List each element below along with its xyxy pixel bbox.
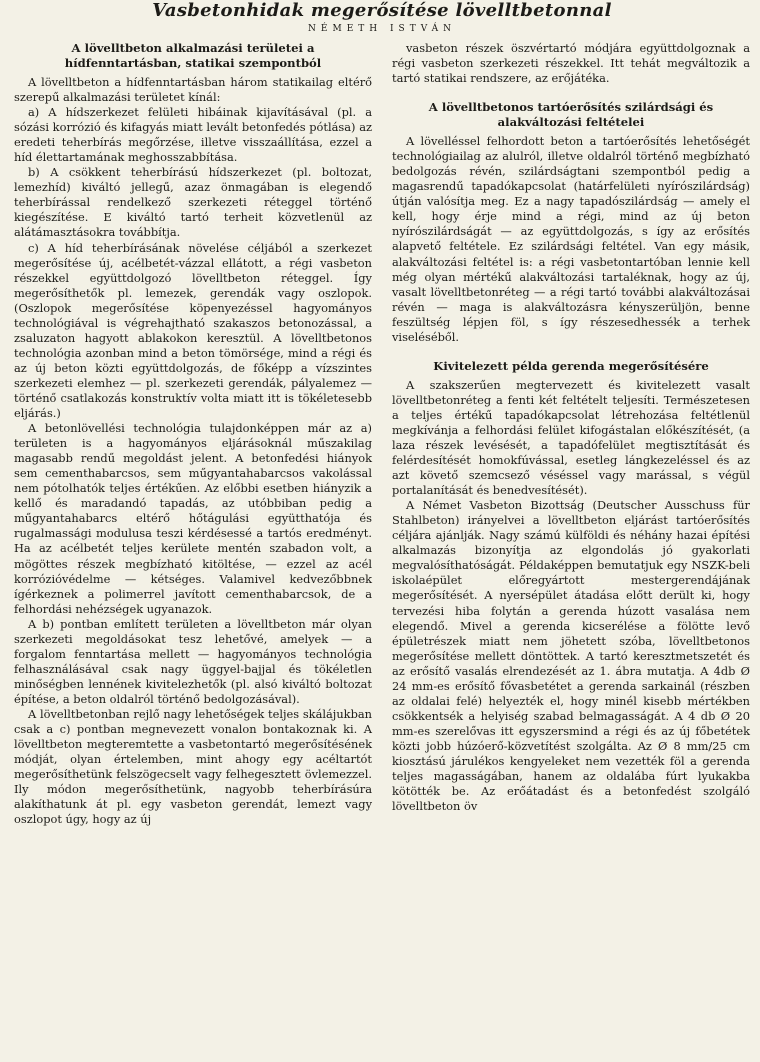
two-column-body	[14, 41, 750, 827]
paragraph: c) A híd teherbírásának növelése céljából a szerkezet megerősítése új, acélbetét-vázzal ellátott, a régi vasbeton részekkel együttdolgozó lövelltbeton réteggel. Így megerősíthetők pl. lemezek, gerendák vagy oszlopok. (Oszlopok megerősítése köpenyezéssel hagyományos technológiával is végrehajtható szakaszos betonozással, a zsaluzaton hagyott ablakokon keresztül. A lövelltbetonos technológia azonban mind a beton tömörsége, mind a régi és az új beton közti együttdolgozás, de főképp a vízszintes szerkezeti elemhez — pl. szerkezeti gerendák, pályalemez — történő csatlakozás konstruktív volta miatt itt is tökéletesebb eljárás.)	[14, 240, 372, 421]
paragraph: A betonlövellési technológia tulajdonképpen már az a) területen is a hagyományos eljárásoknál műszakilag magasabb rendű megoldást jelent. A betonfedési hiányok sem cementhabarcsos, sem műgyantahabarcsos vakolással nem pótolhatók teljes értékűen. Az előbbi esetben hiányzik a kellő és maradandó tapadás, az utóbbiban pedig a műgyantahabarcs eltérő hőtágulási együtthatója és rugalmassági modulusa teszi kérdésessé a tartós eredményt. Ha az acélbetét teljes kerülete mentén szabadon volt, a mögöttes részek megbízható kitöltése, — ezzel az acél korrózióvédelme — kétséges. Valamivel kedvezőbbnek ígérkeznek a polimerrel javított cementhabarcsok, de a felhordási nehézségek ugyanazok.	[14, 421, 372, 616]
paragraph: A lövelltbetonban rejlő nagy lehetőségek teljes skálájukban csak a c) pontban megnevezett vonalon bontakoznak ki. A lövelltbeton megteremtette a vasbetontartó megerősítésének módját, olyan értelemben, mint ahogy egy acéltartót megerősíthetünk felszögecselt vagy felhegesztett övlemezzel. Ily módon megerősíthetünk, nagyobb teherbírásúra alakíthatunk át pl. egy vasbeton gerendát, lemezt vagy oszlopot úgy, hogy az új	[14, 706, 372, 827]
section-heading-applications: A lövelltbeton alkalmazási területei a hídfenntartásban, statikai szempontból	[64, 41, 322, 70]
right-column	[392, 41, 750, 827]
left-column	[14, 41, 372, 827]
paragraph: A szakszerűen megtervezett és kivitelezett vasalt lövelltbetonréteg a fenti két feltételt teljesíti. Természetesen a teljes értékű tapadókapcsolat létrehozása feltétlenül megkívánja a felhordási felület kifogástalan előkészítését, (a laza részek levésését, a tapadófelület megtisztítását és felérdesítését homokfúvással, esetleg lángkezeléssel és az azt követő szemcsező véséssel vagy marással, s végül portalanítását és benedvesítését).	[392, 377, 750, 498]
paragraph: A b) pontban említett területen a lövelltbeton már olyan szerkezeti megoldásokat tesz lehetővé, amelyek — a forgalom fenntartása mellett — hagyományos technológia felhasználásával csak nagy üggyel-bajjal és tökéletlen minőségben lennének kivitelezhetők (pl. alsó kiváltó boltozat építése, a beton oldalról történő bedolgozásával).	[14, 616, 372, 706]
article-author: NÉMETH ISTVÁN	[308, 24, 456, 34]
paragraph: A lövelléssel felhordott beton a tartóerősítés lehetőségét technológiailag az alulról, illetve oldalról történő megbízható bedolgozás révén, szilárdságtani szempontból pedig a magasrendű tapadókapcsolat (határfelületi nyírószilárdság) útján valósítja meg. Ez a nagy tapadószilárdság — amely el kell, hogy érje mind a régi, mind az új beton nyírószilárdságát — az együttdolgozás, s így az erősítés alapvető feltétele. Ez szilárdsági feltétel. Van egy másik, alakváltozási feltétel is: a régi vasbetontartóban lennie kell még olyan mértékű alakváltozási tartaléknak, hogy az új, vasalt lövelltbetonréteg — a régi tartó további alakváltozásai révén — maga is alakváltozásra kényszerüljön, benne feszültség lépjen föl, s így részesedhessék a terhek viseléséből.	[392, 134, 750, 344]
section-heading-conditions: A lövelltbetonos tartóerősítés szilárdsági és alakváltozási feltételei	[428, 100, 714, 130]
paragraph: A Német Vasbeton Bizottság (Deutscher Ausschuss für Stahlbeton) irányelvei a lövelltbeton eljárást tartóerősítés céljára ajánlják. Nagy számú külföldi és néhány hazai építési alkalmazás bizonyítja az elgondolás jó gyakorlati megvalósíthatóságát. Példaképpen bemutatjuk egy NSZK-beli iskolaépület előregyártott mestergerendájának megerősítését. A nyersépület átadása előtt derült ki, hogy tervezési hiba folytán a gerenda húzott vasalása nem elegendő. Mivel a gerenda kicserélése a fölötte levő épületrészek miatt nem jöhetett szóba, lövelltbetonos megerősítése mellett döntöttek. A tartó keresztmetszetét és az erősítő vasalás elrendezését az 1. ábra mutatja. A 4db Ø 24 mm-es erősítő fővasbetétet a gerenda sarkainál (részben az oldalai felé) helyezték el, hogy minél kisebb mértékben csökkentsék a helyiség szabad belmagasságát. A 4 db Ø 20 mm-es szerelővas itt egyszersmind a régi és az új főbetétek közti jobb húzóerő-közvetítést szolgálta. Az Ø 8 mm/25 cm kiosztású járulékos kengyeleket nem vezették föl a gerenda teljes magasságában, hanem az oldalába fúrt lyukakba kötötték be. Az erőátadást és a betonfedést szolgáló lövelltbeton öv	[392, 498, 750, 814]
article-title: Vasbetonhidak megerősítése lövelltbetonnal	[152, 0, 612, 21]
section-heading-example: Kivitelezett példa gerenda megerősítésére	[433, 358, 709, 373]
paragraph: A lövelltbeton a hídfenntartásban három statikailag eltérő szerepű alkalmazási területet kínál:	[14, 75, 372, 105]
paragraph: vasbeton részek öszvértartó módjára együttdolgoznak a régi vasbeton szerkezeti részekkel. Itt tehát megváltozik a tartó statikai rendszere, az erőjátéka.	[392, 41, 750, 86]
paragraph: a) A hídszerkezet felületi hibáinak kijavításával (pl. a sózási korrózió és kifagyás miatt levált betonfedés pótlása) az eredeti teherbírás megőrzése, illetve visszaállítása, ezzel a híd élettartamának meghosszabbítása.	[14, 105, 372, 165]
paragraph: b) A csökkent teherbírású hídszerkezet (pl. boltozat, lemezhíd) kiváltó jellegű, azaz önmagában is elegendő teherbírással rendelkező szerkezeti réteggel történő kiegészítése. E kiváltó tartó terheit közvetlenül az alátámasztásokra továbbítja.	[14, 165, 372, 240]
